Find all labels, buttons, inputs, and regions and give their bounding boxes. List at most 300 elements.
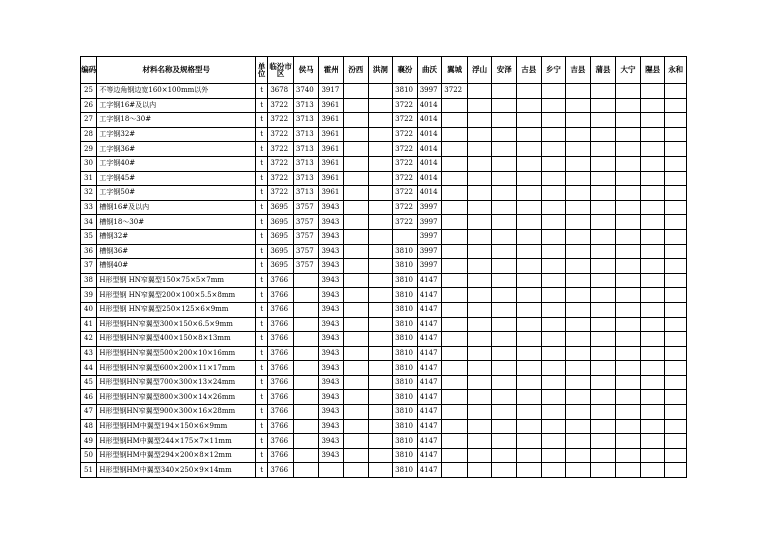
price-cell bbox=[616, 142, 641, 157]
price-cell bbox=[616, 288, 641, 303]
price-cell: 3961 bbox=[319, 98, 344, 113]
table-row bbox=[81, 215, 687, 230]
price-cell bbox=[541, 84, 566, 99]
price-cell: 3943 bbox=[319, 288, 344, 303]
price-cell: 4147 bbox=[417, 361, 442, 376]
price-cell bbox=[516, 405, 541, 420]
price-cell bbox=[566, 186, 591, 201]
price-cell bbox=[616, 375, 641, 390]
price-cell bbox=[492, 332, 517, 347]
price-cell: 3961 bbox=[319, 156, 344, 171]
price-cell: 3997 bbox=[417, 84, 442, 99]
price-cell: 3810 bbox=[393, 332, 418, 347]
row-code: 25 bbox=[81, 84, 97, 99]
price-cell bbox=[665, 419, 687, 434]
price-cell: 3943 bbox=[319, 405, 344, 420]
row-code: 30 bbox=[81, 156, 97, 171]
price-cell bbox=[467, 244, 492, 259]
price-cell: 3810 bbox=[393, 259, 418, 274]
price-cell bbox=[590, 419, 616, 434]
price-cell: 4147 bbox=[417, 405, 442, 420]
price-cell bbox=[293, 405, 319, 420]
table-row bbox=[81, 142, 687, 157]
price-cell: 3757 bbox=[293, 259, 319, 274]
price-cell bbox=[640, 259, 665, 274]
price-cell bbox=[344, 84, 369, 99]
price-cell: 3766 bbox=[268, 463, 294, 478]
header-city: 乡宁 bbox=[541, 57, 566, 84]
price-cell bbox=[640, 244, 665, 259]
header-city: 霍州 bbox=[319, 57, 344, 84]
price-cell bbox=[640, 156, 665, 171]
price-cell bbox=[566, 98, 591, 113]
price-cell bbox=[368, 434, 393, 449]
price-cell: 3722 bbox=[393, 113, 418, 128]
price-cell bbox=[368, 448, 393, 463]
price-cell bbox=[368, 302, 393, 317]
price-cell: 3722 bbox=[393, 186, 418, 201]
price-cell bbox=[640, 405, 665, 420]
table-row bbox=[81, 288, 687, 303]
row-material-name: H形型钢 HN窄翼型200×100×5.5×8mm bbox=[97, 288, 256, 303]
price-cell bbox=[590, 142, 616, 157]
price-cell bbox=[566, 302, 591, 317]
price-cell: 4014 bbox=[417, 156, 442, 171]
price-cell: 3810 bbox=[393, 463, 418, 478]
price-cell: 3695 bbox=[268, 200, 294, 215]
price-cell bbox=[368, 346, 393, 361]
header-city: 永和 bbox=[665, 57, 687, 84]
price-cell bbox=[293, 375, 319, 390]
table-row bbox=[81, 419, 687, 434]
price-cell bbox=[541, 186, 566, 201]
price-cell bbox=[640, 434, 665, 449]
price-cell bbox=[344, 346, 369, 361]
row-unit: t bbox=[256, 200, 268, 215]
table-row bbox=[81, 229, 687, 244]
price-cell bbox=[616, 390, 641, 405]
price-cell: 3961 bbox=[319, 186, 344, 201]
price-cell bbox=[442, 113, 468, 128]
price-cell bbox=[442, 273, 468, 288]
price-cell bbox=[344, 361, 369, 376]
price-cell bbox=[492, 419, 517, 434]
price-cell bbox=[442, 259, 468, 274]
price-cell: 3961 bbox=[319, 142, 344, 157]
price-cell bbox=[541, 142, 566, 157]
price-cell: 3810 bbox=[393, 317, 418, 332]
price-cell bbox=[442, 302, 468, 317]
price-cell bbox=[344, 259, 369, 274]
price-cell bbox=[541, 127, 566, 142]
price-cell: 3943 bbox=[319, 361, 344, 376]
price-cell bbox=[590, 273, 616, 288]
row-code: 34 bbox=[81, 215, 97, 230]
price-cell bbox=[640, 127, 665, 142]
price-cell bbox=[640, 463, 665, 478]
price-cell: 3943 bbox=[319, 448, 344, 463]
price-cell bbox=[368, 84, 393, 99]
price-cell bbox=[640, 98, 665, 113]
header-row bbox=[81, 57, 687, 84]
price-cell bbox=[467, 98, 492, 113]
row-code: 47 bbox=[81, 405, 97, 420]
price-cell bbox=[640, 186, 665, 201]
price-cell: 3766 bbox=[268, 448, 294, 463]
price-cell: 3766 bbox=[268, 419, 294, 434]
price-cell bbox=[293, 346, 319, 361]
price-cell: 3997 bbox=[417, 229, 442, 244]
price-cell: 3943 bbox=[319, 390, 344, 405]
price-cell bbox=[541, 113, 566, 128]
price-cell: 3766 bbox=[268, 288, 294, 303]
price-cell: 3810 bbox=[393, 346, 418, 361]
table-row bbox=[81, 84, 687, 99]
price-cell: 3713 bbox=[293, 98, 319, 113]
price-cell bbox=[492, 127, 517, 142]
price-cell bbox=[665, 405, 687, 420]
price-cell bbox=[442, 244, 468, 259]
price-cell: 3810 bbox=[393, 434, 418, 449]
price-cell: 3766 bbox=[268, 434, 294, 449]
price-cell: 4147 bbox=[417, 273, 442, 288]
price-cell bbox=[640, 113, 665, 128]
price-cell bbox=[566, 215, 591, 230]
price-cell bbox=[467, 127, 492, 142]
price-cell: 3766 bbox=[268, 317, 294, 332]
price-cell bbox=[590, 434, 616, 449]
price-cell bbox=[344, 463, 369, 478]
row-material-name: H形型钢HN窄翼型800×300×14×26mm bbox=[97, 390, 256, 405]
price-cell: 3810 bbox=[393, 288, 418, 303]
price-cell bbox=[566, 361, 591, 376]
row-unit: t bbox=[256, 419, 268, 434]
table-row bbox=[81, 273, 687, 288]
price-cell bbox=[467, 302, 492, 317]
price-cell bbox=[516, 288, 541, 303]
row-code: 50 bbox=[81, 448, 97, 463]
price-cell: 4147 bbox=[417, 302, 442, 317]
price-cell bbox=[293, 332, 319, 347]
price-cell bbox=[442, 419, 468, 434]
price-cell bbox=[368, 288, 393, 303]
price-cell bbox=[566, 332, 591, 347]
price-cell bbox=[541, 156, 566, 171]
price-cell: 3810 bbox=[393, 273, 418, 288]
row-material-name: 槽钢18～30# bbox=[97, 215, 256, 230]
price-cell bbox=[665, 332, 687, 347]
row-code: 51 bbox=[81, 463, 97, 478]
price-cell bbox=[516, 229, 541, 244]
price-cell bbox=[640, 375, 665, 390]
price-cell bbox=[344, 127, 369, 142]
price-cell bbox=[616, 98, 641, 113]
price-cell bbox=[590, 98, 616, 113]
price-cell bbox=[541, 317, 566, 332]
table-row bbox=[81, 186, 687, 201]
price-cell: 3810 bbox=[393, 390, 418, 405]
price-cell bbox=[293, 317, 319, 332]
price-cell: 3943 bbox=[319, 375, 344, 390]
header-code: 编码 bbox=[81, 57, 97, 84]
price-cell: 3722 bbox=[393, 215, 418, 230]
price-cell bbox=[590, 302, 616, 317]
price-cell: 3810 bbox=[393, 419, 418, 434]
row-unit: t bbox=[256, 113, 268, 128]
price-cell: 3943 bbox=[319, 317, 344, 332]
price-cell bbox=[368, 98, 393, 113]
price-cell bbox=[640, 448, 665, 463]
price-cell: 3757 bbox=[293, 244, 319, 259]
price-cell bbox=[616, 200, 641, 215]
row-code: 32 bbox=[81, 186, 97, 201]
price-cell: 3810 bbox=[393, 405, 418, 420]
price-cell: 3961 bbox=[319, 113, 344, 128]
row-code: 44 bbox=[81, 361, 97, 376]
header-city: 安泽 bbox=[492, 57, 517, 84]
price-cell bbox=[492, 375, 517, 390]
price-cell bbox=[492, 288, 517, 303]
price-cell: 3943 bbox=[319, 229, 344, 244]
price-cell bbox=[566, 200, 591, 215]
price-cell bbox=[665, 361, 687, 376]
price-cell bbox=[566, 288, 591, 303]
price-cell: 3943 bbox=[319, 302, 344, 317]
price-cell bbox=[344, 113, 369, 128]
price-cell bbox=[566, 405, 591, 420]
header-city: 蒲县 bbox=[590, 57, 616, 84]
price-cell bbox=[492, 229, 517, 244]
price-cell bbox=[665, 288, 687, 303]
price-cell bbox=[616, 332, 641, 347]
price-cell bbox=[590, 390, 616, 405]
price-cell bbox=[640, 317, 665, 332]
price-cell: 4147 bbox=[417, 346, 442, 361]
price-cell bbox=[467, 419, 492, 434]
price-cell: 3943 bbox=[319, 346, 344, 361]
price-cell bbox=[442, 317, 468, 332]
row-unit: t bbox=[256, 84, 268, 99]
price-cell bbox=[442, 156, 468, 171]
table-row bbox=[81, 332, 687, 347]
table-row bbox=[81, 127, 687, 142]
price-cell bbox=[541, 346, 566, 361]
row-code: 28 bbox=[81, 127, 97, 142]
price-cell bbox=[293, 273, 319, 288]
price-cell bbox=[665, 375, 687, 390]
price-cell bbox=[492, 317, 517, 332]
price-cell bbox=[344, 317, 369, 332]
price-cell bbox=[665, 302, 687, 317]
table-row bbox=[81, 361, 687, 376]
price-cell bbox=[566, 113, 591, 128]
price-cell bbox=[516, 84, 541, 99]
price-cell bbox=[590, 215, 616, 230]
row-unit: t bbox=[256, 332, 268, 347]
price-cell bbox=[516, 171, 541, 186]
price-cell: 3740 bbox=[293, 84, 319, 99]
price-cell: 3943 bbox=[319, 244, 344, 259]
price-cell bbox=[541, 229, 566, 244]
row-code: 46 bbox=[81, 390, 97, 405]
table-row bbox=[81, 434, 687, 449]
table-row bbox=[81, 259, 687, 274]
price-cell: 3757 bbox=[293, 215, 319, 230]
price-cell: 3722 bbox=[268, 156, 294, 171]
header-city: 曲沃 bbox=[417, 57, 442, 84]
row-unit: t bbox=[256, 434, 268, 449]
price-cell bbox=[541, 375, 566, 390]
header-city: 隰县 bbox=[640, 57, 665, 84]
row-material-name: 工字钢45# bbox=[97, 171, 256, 186]
price-cell bbox=[344, 434, 369, 449]
price-cell bbox=[492, 156, 517, 171]
price-cell bbox=[590, 288, 616, 303]
price-cell bbox=[492, 186, 517, 201]
price-cell bbox=[467, 390, 492, 405]
price-cell bbox=[516, 273, 541, 288]
price-cell bbox=[665, 273, 687, 288]
row-unit: t bbox=[256, 244, 268, 259]
header-unit: 单位 bbox=[256, 57, 268, 84]
price-cell bbox=[566, 84, 591, 99]
price-cell bbox=[467, 84, 492, 99]
price-cell bbox=[368, 229, 393, 244]
price-cell bbox=[442, 127, 468, 142]
price-cell bbox=[492, 434, 517, 449]
price-cell: 3766 bbox=[268, 273, 294, 288]
row-code: 42 bbox=[81, 332, 97, 347]
header-city: 临汾市区 bbox=[268, 57, 294, 84]
price-cell bbox=[492, 405, 517, 420]
price-cell bbox=[566, 463, 591, 478]
price-cell bbox=[566, 273, 591, 288]
price-cell bbox=[492, 84, 517, 99]
price-cell: 3678 bbox=[268, 84, 294, 99]
price-cell bbox=[640, 302, 665, 317]
price-cell bbox=[541, 463, 566, 478]
price-cell bbox=[368, 127, 393, 142]
row-unit: t bbox=[256, 142, 268, 157]
price-cell: 3766 bbox=[268, 346, 294, 361]
price-cell bbox=[467, 273, 492, 288]
row-code: 38 bbox=[81, 273, 97, 288]
price-cell bbox=[665, 259, 687, 274]
row-material-name: H形型钢HN窄翼型500×200×10×16mm bbox=[97, 346, 256, 361]
price-cell bbox=[566, 259, 591, 274]
table-row bbox=[81, 375, 687, 390]
price-cell bbox=[590, 361, 616, 376]
price-cell bbox=[665, 171, 687, 186]
price-cell: 3943 bbox=[319, 434, 344, 449]
row-material-name: 工字钢50# bbox=[97, 186, 256, 201]
price-cell bbox=[516, 419, 541, 434]
price-cell bbox=[541, 390, 566, 405]
price-cell: 4014 bbox=[417, 113, 442, 128]
price-cell bbox=[665, 156, 687, 171]
price-cell bbox=[516, 302, 541, 317]
price-cell bbox=[442, 142, 468, 157]
price-cell: 3757 bbox=[293, 200, 319, 215]
header-city: 洪洞 bbox=[368, 57, 393, 84]
price-cell bbox=[368, 419, 393, 434]
price-cell bbox=[665, 463, 687, 478]
price-cell bbox=[516, 448, 541, 463]
price-cell bbox=[616, 434, 641, 449]
price-cell bbox=[566, 156, 591, 171]
price-cell bbox=[368, 375, 393, 390]
price-cell bbox=[590, 171, 616, 186]
price-cell bbox=[492, 171, 517, 186]
price-cell bbox=[319, 463, 344, 478]
price-cell bbox=[541, 448, 566, 463]
price-cell: 3766 bbox=[268, 361, 294, 376]
price-cell bbox=[616, 259, 641, 274]
price-cell bbox=[541, 273, 566, 288]
price-cell bbox=[368, 273, 393, 288]
price-cell bbox=[467, 288, 492, 303]
price-cell: 3943 bbox=[319, 215, 344, 230]
row-unit: t bbox=[256, 448, 268, 463]
row-material-name: H形型钢HN窄翼型400×150×8×13mm bbox=[97, 332, 256, 347]
row-code: 37 bbox=[81, 259, 97, 274]
price-cell bbox=[293, 448, 319, 463]
price-cell bbox=[516, 113, 541, 128]
row-unit: t bbox=[256, 259, 268, 274]
price-cell bbox=[344, 332, 369, 347]
price-cell bbox=[541, 288, 566, 303]
price-cell: 3943 bbox=[319, 332, 344, 347]
price-cell bbox=[442, 171, 468, 186]
table-row bbox=[81, 98, 687, 113]
price-cell bbox=[442, 200, 468, 215]
price-cell: 3757 bbox=[293, 229, 319, 244]
price-cell bbox=[516, 259, 541, 274]
price-cell bbox=[344, 215, 369, 230]
row-unit: t bbox=[256, 186, 268, 201]
header-city: 古县 bbox=[516, 57, 541, 84]
price-cell bbox=[616, 346, 641, 361]
row-code: 48 bbox=[81, 419, 97, 434]
price-cell: 4014 bbox=[417, 142, 442, 157]
price-cell bbox=[616, 448, 641, 463]
price-cell: 3695 bbox=[268, 259, 294, 274]
price-cell bbox=[616, 405, 641, 420]
row-material-name: 工字钢32# bbox=[97, 127, 256, 142]
row-unit: t bbox=[256, 288, 268, 303]
price-cell bbox=[640, 332, 665, 347]
table-row bbox=[81, 171, 687, 186]
price-cell bbox=[541, 302, 566, 317]
price-cell bbox=[492, 448, 517, 463]
price-cell bbox=[344, 375, 369, 390]
price-cell bbox=[492, 142, 517, 157]
price-cell bbox=[442, 346, 468, 361]
price-cell bbox=[566, 171, 591, 186]
price-cell bbox=[492, 302, 517, 317]
price-cell: 4147 bbox=[417, 332, 442, 347]
row-material-name: H形型钢 HN窄翼型250×125×6×9mm bbox=[97, 302, 256, 317]
table-row bbox=[81, 200, 687, 215]
price-cell bbox=[665, 448, 687, 463]
price-cell bbox=[516, 142, 541, 157]
price-cell bbox=[442, 288, 468, 303]
table-row bbox=[81, 448, 687, 463]
price-cell: 3917 bbox=[319, 84, 344, 99]
price-cell bbox=[344, 273, 369, 288]
price-cell bbox=[640, 229, 665, 244]
row-code: 35 bbox=[81, 229, 97, 244]
